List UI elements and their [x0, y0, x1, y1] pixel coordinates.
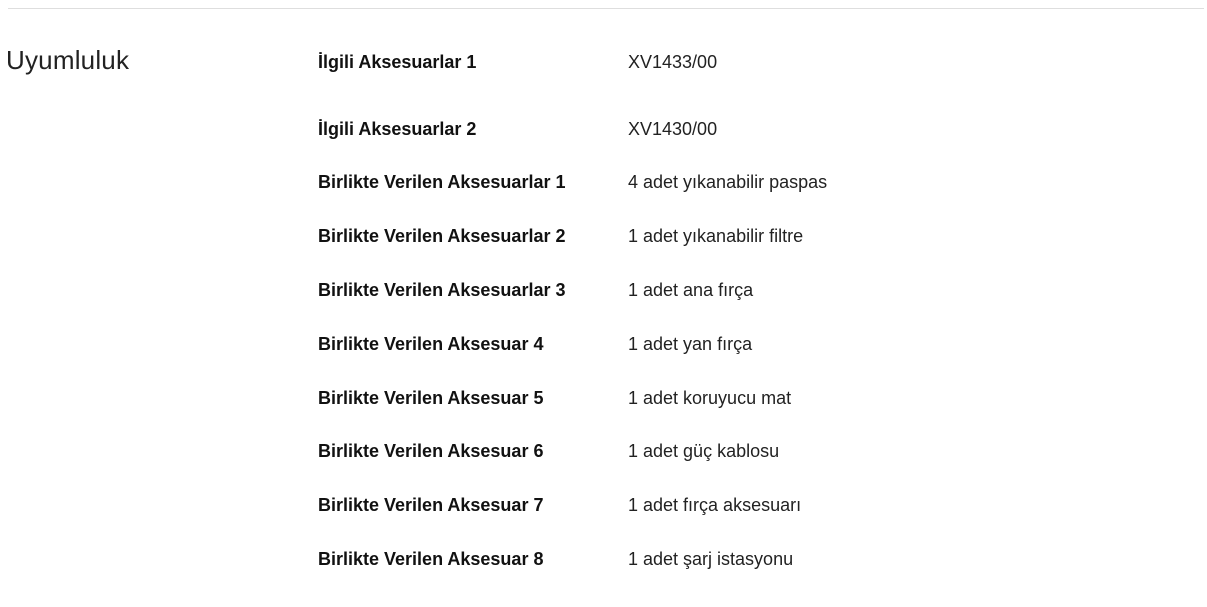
spec-label: Birlikte Verilen Aksesuar 8 — [318, 549, 544, 570]
top-divider — [8, 8, 1204, 9]
spec-value: XV1430/00 — [628, 118, 718, 139]
spec-label: Birlikte Verilen Aksesuarlar 3 — [318, 280, 566, 301]
spec-value: 1 adet yıkanabilir filtre — [628, 226, 804, 247]
spec-value: 1 adet koruyucu mat — [628, 387, 792, 408]
spec-row — [318, 317, 1078, 371]
spec-label: Birlikte Verilen Aksesuarlar 2 — [318, 226, 566, 247]
spec-row — [318, 425, 1078, 479]
section-title: Uyumluluk — [6, 45, 130, 75]
spec-value: 1 adet yan fırça — [628, 333, 753, 354]
spec-label: Birlikte Verilen Aksesuar 5 — [318, 387, 544, 408]
spec-value: 4 adet yıkanabilir paspas — [628, 172, 828, 193]
spec-label: Birlikte Verilen Aksesuar 7 — [318, 495, 544, 516]
spec-row — [318, 48, 1078, 76]
spec-label: Birlikte Verilen Aksesuarlar 1 — [318, 172, 566, 193]
spec-label: Birlikte Verilen Aksesuar 4 — [318, 333, 544, 354]
spec-row — [318, 156, 1078, 210]
spec-row — [318, 263, 1078, 317]
spec-row — [318, 371, 1078, 425]
spec-list — [318, 48, 1078, 586]
spec-value: 1 adet şarj istasyonu — [628, 549, 794, 570]
spec-value: XV1433/00 — [628, 52, 718, 72]
spec-value: 1 adet güç kablosu — [628, 441, 780, 462]
spec-value: 1 adet ana fırça — [628, 280, 754, 301]
spec-label: İlgili Aksesuarlar 2 — [318, 118, 477, 139]
spec-value: 1 adet fırça aksesuarı — [628, 495, 802, 516]
spec-label: Birlikte Verilen Aksesuar 6 — [318, 441, 544, 462]
spec-row — [318, 478, 1078, 532]
spec-label: İlgili Aksesuarlar 1 — [318, 52, 477, 72]
spec-row — [318, 209, 1078, 263]
spec-row — [318, 532, 1078, 586]
spec-row — [318, 102, 1078, 156]
